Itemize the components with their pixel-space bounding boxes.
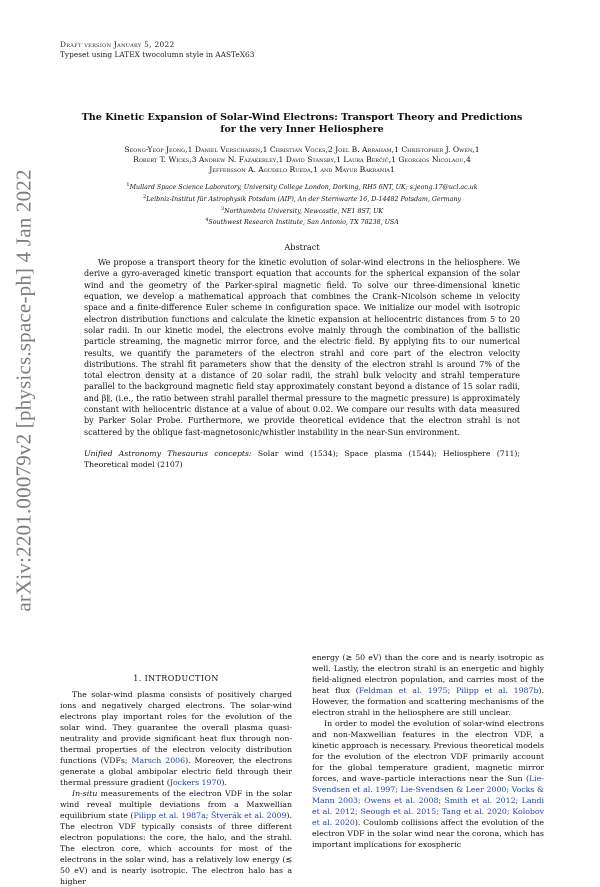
author-line: Robert T. Wicks,3 Andrew N. Fazakerley,1 David Stansby,1 Laura Berčič,1 Georgios Nicolaou,4: [133, 155, 471, 165]
preprint-header: [60, 40, 544, 59]
right-column: [312, 652, 544, 887]
affiliation: $^1$Mullard Space Science Laboratory, University College London, Dorking, RH5 6NT, UK; s.jeong.17@ucl.ac.uk: [126, 182, 478, 192]
typeset-note: Typeset using LATEX twocolumn style in AASTeX63: [60, 49, 255, 59]
author-line: Seong-Yeop Jeong,1 Daniel Verscharen,1 Christian Vocks,2 Joel B. Abraham,1 Christopher J. Owen,1: [124, 144, 480, 154]
intro-paragraph: The solar-wind plasma consists of positively charged ions and negatively charged electrons. The solar-wind electrons play important roles for the evolution of the solar wind. They guarantee the overall plasma quasi-neutrality and provide significant heat flux through non-thermal properties of the electron velocity distribution functions (VDFs; Marsch 2006). Moreover, the electrons generate a global ambipolar electric field through their thermal pressure gradient (Jockers 1970).: [60, 690, 292, 787]
affiliation: $^4$Southwest Research Institute, San Antonio, TX 78238, USA: [205, 217, 399, 227]
affiliation: $^2$Leibniz-Institut für Astrophysik Potsdam (AIP), An der Sternwarte 16, D-14482 Potsdam, Germany: [143, 194, 461, 204]
abstract-text: We propose a transport theory for the kinetic evolution of solar-wind electrons in the heliosphere. We derive a gyro-averaged kinetic transport equation that accounts for the spherical expansion of the solar wind and the geometry of the Parker-spiral magnetic field. To solve our three-dimensional kinetic equation, we develop a mathematical approach that combines the Crank–Nicolson scheme in velocity space and a finite-difference Euler scheme in configuration space. We initialize our model with isotropic electron distribution functions and calculate the kinetic expansion at heliocentric distances from 5 to 20 solar radii. In our kinetic model, the electrons evolve mainly through the combination of the ballistic particle streaming, the magnetic mirror force, and the electric field. By applying fits to our numerical results, we quantify the parameters of the electron strahl and core part of the electron velocity distributions. The strahl fit parameters show that the density of the electron strahl is around 7% of the total electron density at a distance of 20 solar radii, the strahl bulk velocity and strahl temperature parallel to the background magnetic field stay approximately constant beyond a distance of 15 solar radii, and β∥, (i.e., the ratio between strahl parallel thermal pressure to the magnetic pressure) is approximately constant with heliocentric distance at a value of about 0.02. We compare our results with data measured by Parker Solar Probe. Furthermore, we provide theoretical evidence that the electron strahl is not scattered by the oblique fast-magnetosonic/whistler instability in the near-Sun environment.: [84, 258, 520, 437]
affiliation-list: [60, 181, 544, 228]
keywords-label: Unified Astronomy Thesaurus concepts:: [84, 448, 252, 458]
citation-link[interactable]: Pilipp et al. 1987b: [456, 686, 539, 695]
abstract-heading: Abstract: [284, 242, 320, 253]
arxiv-identifier: arXiv:2201.00079v2 [physics.space-ph] 4 Jan 2022: [11, 168, 36, 612]
citation-link[interactable]: Feldman et al. 1975: [358, 686, 448, 695]
citation-link[interactable]: Pilipp et al. 1987a: [133, 811, 206, 820]
intro-paragraph: In order to model the evolution of solar-wind electrons and non-Maxwellian features in the electron VDF, a kinetic approach is necessary. Previous theoretical models for the evolution of the electron VDF primarily account for the global temperature gradient, magnetic mirror forces, and wave–particle interactions near the Sun (Lie-Svendsen et al. 1997; Lie-Svendsen & Leer 2000; Vocks & Mann 2003; Owens et al. 2008; Smith et al. 2012; Landi et al. 2012; Seough et al. 2015; Tang et al. 2020; Kolobov et al. 2020). Coulomb collisions affect the evolution of the electron VDF in the solar wind near the corona, which has important implications for exospheric: [312, 719, 544, 849]
paper-page: [60, 40, 544, 471]
citation-link[interactable]: Jockers 1970: [169, 778, 222, 787]
section-heading: 1. INTRODUCTION: [133, 674, 219, 683]
author-line: Jeffersson A. Agudelo Rueda,1 and Mayur Bakrania1: [209, 165, 395, 175]
intro-paragraph: energy (≳ 50 eV) than the core and is nearly isotropic as well. Lastly, the electron strahl is an energetic and highly field-aligned electron population, and carries most of the heat flux (Feldman et al. 1975; Pilipp et al. 1987b). However, the formation and scattering mechanisms of the electron strahl in the heliosphere are still unclear.: [312, 653, 544, 717]
body-columns: [60, 653, 544, 887]
author-list: [60, 145, 544, 176]
intro-paragraph: In-situ measurements of the electron VDF in the solar wind reveal multiple deviations from a Maxwellian equilibrium state (Pilipp et al. 1987a; Štverák et al. 2009). The electron VDF typically consists of three different electron populations: the core, the halo, and the strahl. The electron core, which accounts for most of the electrons in the solar wind, has a relatively low energy (≲ 50 eV) and is nearly isotropic. The electron halo has a higher: [60, 789, 292, 886]
citation-link[interactable]: Lie-Svendsen et al. 1997; Lie-Svendsen & Leer 2000; Vocks & Mann 2003; Owens et al. 2008; Smith et al. 2012; Landi et al. 2012; Seough et al. 2015; Tang et al. 2020; Kolobov et al. 2020: [312, 774, 544, 827]
arxiv-side-stamp: [8, 168, 40, 612]
left-column: [60, 673, 292, 887]
paper-title: The Kinetic Expansion of Solar-Wind Electrons: Transport Theory and Predictions for the very Inner Heliosphere: [81, 112, 523, 136]
keywords: [84, 448, 520, 471]
citation-link[interactable]: Marsch 2006: [131, 756, 186, 765]
draft-version: Draft version January 5, 2022: [60, 40, 175, 49]
affiliation: $^3$Northumbria University, Newcastle, NE1 8ST, UK: [220, 205, 384, 215]
citation-link[interactable]: Štverák et al. 2009: [210, 811, 287, 820]
keywords-list: Solar wind (1534); Space plasma (1544); Heliosphere (711); Theoretical model (2107): [84, 448, 520, 470]
